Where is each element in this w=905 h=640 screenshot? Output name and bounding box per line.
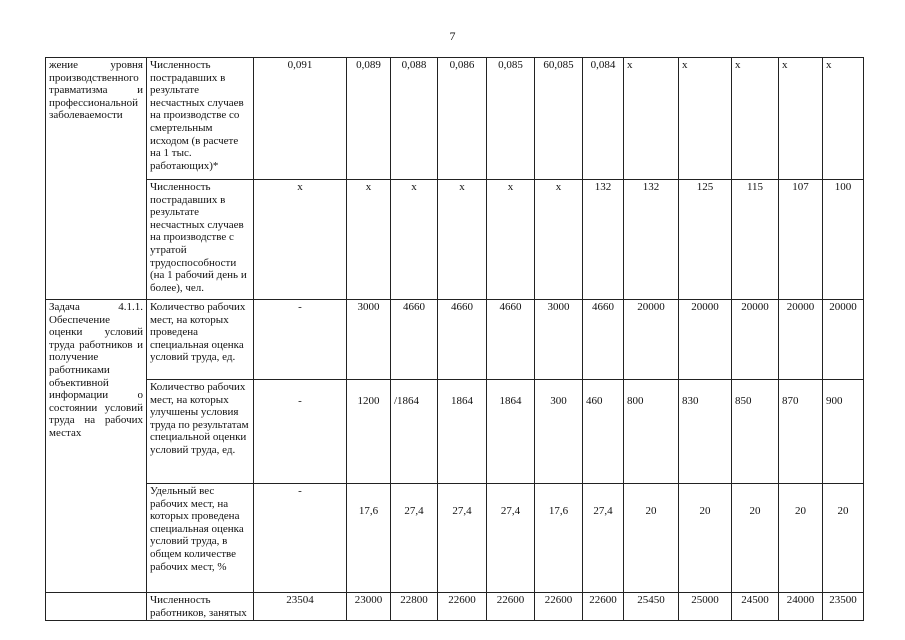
indicator-cell: Удельный вес рабочих мест, на которых проведена специальная оценка условий труда, в общем количестве рабочих мест, %	[147, 484, 254, 593]
value-cell: x	[624, 58, 679, 180]
task-fragment-cell: жение уровня производственного травматизма и профессиональной заболеваемости	[46, 58, 147, 300]
value-cell: 22600	[535, 593, 583, 621]
value-cell: 20	[732, 484, 779, 593]
table-row	[46, 300, 864, 380]
value-cell: -	[254, 380, 347, 484]
value-cell: x	[779, 58, 823, 180]
indicator-cell: Количество рабочих мест, на которых проведена специальная оценка условий труда, ед.	[147, 300, 254, 380]
value-cell: x	[254, 180, 347, 300]
indicator-cell: Численность пострадавших в результате несчастных случаев на производстве со смертельным исходом (в расчете на 1 тыс. работающих)*	[147, 58, 254, 180]
value-cell: 20	[823, 484, 864, 593]
value-cell: 850	[732, 380, 779, 484]
value-cell: 20	[679, 484, 732, 593]
task-empty-cell	[46, 593, 147, 621]
value-cell: 23500	[823, 593, 864, 621]
value-cell: 4660	[391, 300, 438, 380]
value-cell: 20000	[679, 300, 732, 380]
table-row	[46, 380, 864, 484]
value-cell: 25000	[679, 593, 732, 621]
value-cell: 17,6	[347, 484, 391, 593]
indicator-cell: Численность работников, занятых	[147, 593, 254, 621]
indicator-cell: Численность пострадавших в результате несчастных случаев на производстве с утратой трудоспособности (на 1 рабочий день и более), чел.	[147, 180, 254, 300]
value-cell: 25450	[624, 593, 679, 621]
value-cell: x	[732, 58, 779, 180]
value-cell: -	[254, 300, 347, 380]
value-cell: 0,089	[347, 58, 391, 180]
value-cell: 132	[583, 180, 624, 300]
value-cell: 1864	[487, 380, 535, 484]
value-cell: x	[391, 180, 438, 300]
value-cell: 20000	[779, 300, 823, 380]
value-cell: 900	[823, 380, 864, 484]
value-cell: /1864	[391, 380, 438, 484]
table-row	[46, 484, 864, 593]
value-cell: 0,091	[254, 58, 347, 180]
value-cell: 20000	[624, 300, 679, 380]
value-cell: 1864	[438, 380, 487, 484]
value-cell: x	[535, 180, 583, 300]
value-cell: x	[679, 58, 732, 180]
value-cell: 22600	[487, 593, 535, 621]
value-cell: 4660	[487, 300, 535, 380]
value-cell: 0,084	[583, 58, 624, 180]
value-cell: 17,6	[535, 484, 583, 593]
value-cell: 24500	[732, 593, 779, 621]
program-indicators-table	[45, 57, 864, 621]
value-cell: 20000	[823, 300, 864, 380]
value-cell: 23000	[347, 593, 391, 621]
value-cell: 0,088	[391, 58, 438, 180]
value-cell: 0,085	[487, 58, 535, 180]
value-cell: x	[438, 180, 487, 300]
value-cell: 22600	[438, 593, 487, 621]
value-cell: -	[254, 484, 347, 593]
value-cell: x	[487, 180, 535, 300]
value-cell: 3000	[535, 300, 583, 380]
value-cell: 132	[624, 180, 679, 300]
table-row	[46, 58, 864, 180]
page-number: 7	[449, 29, 456, 43]
value-cell: 4660	[438, 300, 487, 380]
value-cell: 27,4	[583, 484, 624, 593]
value-cell: 300	[535, 380, 583, 484]
value-cell: 107	[779, 180, 823, 300]
value-cell: x	[347, 180, 391, 300]
value-cell: 830	[679, 380, 732, 484]
value-cell: 27,4	[487, 484, 535, 593]
value-cell: 27,4	[438, 484, 487, 593]
table-row	[46, 180, 864, 300]
table-row	[46, 593, 864, 621]
value-cell: 3000	[347, 300, 391, 380]
value-cell: 460	[583, 380, 624, 484]
indicator-cell: Количество рабочих мест, на которых улучшены условия труда по результатам специальной оценки условий труда, ед.	[147, 380, 254, 484]
value-cell: 22800	[391, 593, 438, 621]
value-cell: 115	[732, 180, 779, 300]
value-cell: 60,085	[535, 58, 583, 180]
value-cell: 125	[679, 180, 732, 300]
value-cell: 4660	[583, 300, 624, 380]
value-cell: 24000	[779, 593, 823, 621]
value-cell: 20	[779, 484, 823, 593]
value-cell: 800	[624, 380, 679, 484]
value-cell: 20	[624, 484, 679, 593]
value-cell: 27,4	[391, 484, 438, 593]
value-cell: 0,086	[438, 58, 487, 180]
task-4-1-1-cell: Задача 4.1.1. Обеспечение оценки условий труда работников и получение работниками объективной информации о состоянии условий труда на рабочих местах	[46, 300, 147, 593]
value-cell: x	[823, 58, 864, 180]
value-cell: 23504	[254, 593, 347, 621]
value-cell: 100	[823, 180, 864, 300]
value-cell: 22600	[583, 593, 624, 621]
value-cell: 870	[779, 380, 823, 484]
value-cell: 20000	[732, 300, 779, 380]
value-cell: 1200	[347, 380, 391, 484]
